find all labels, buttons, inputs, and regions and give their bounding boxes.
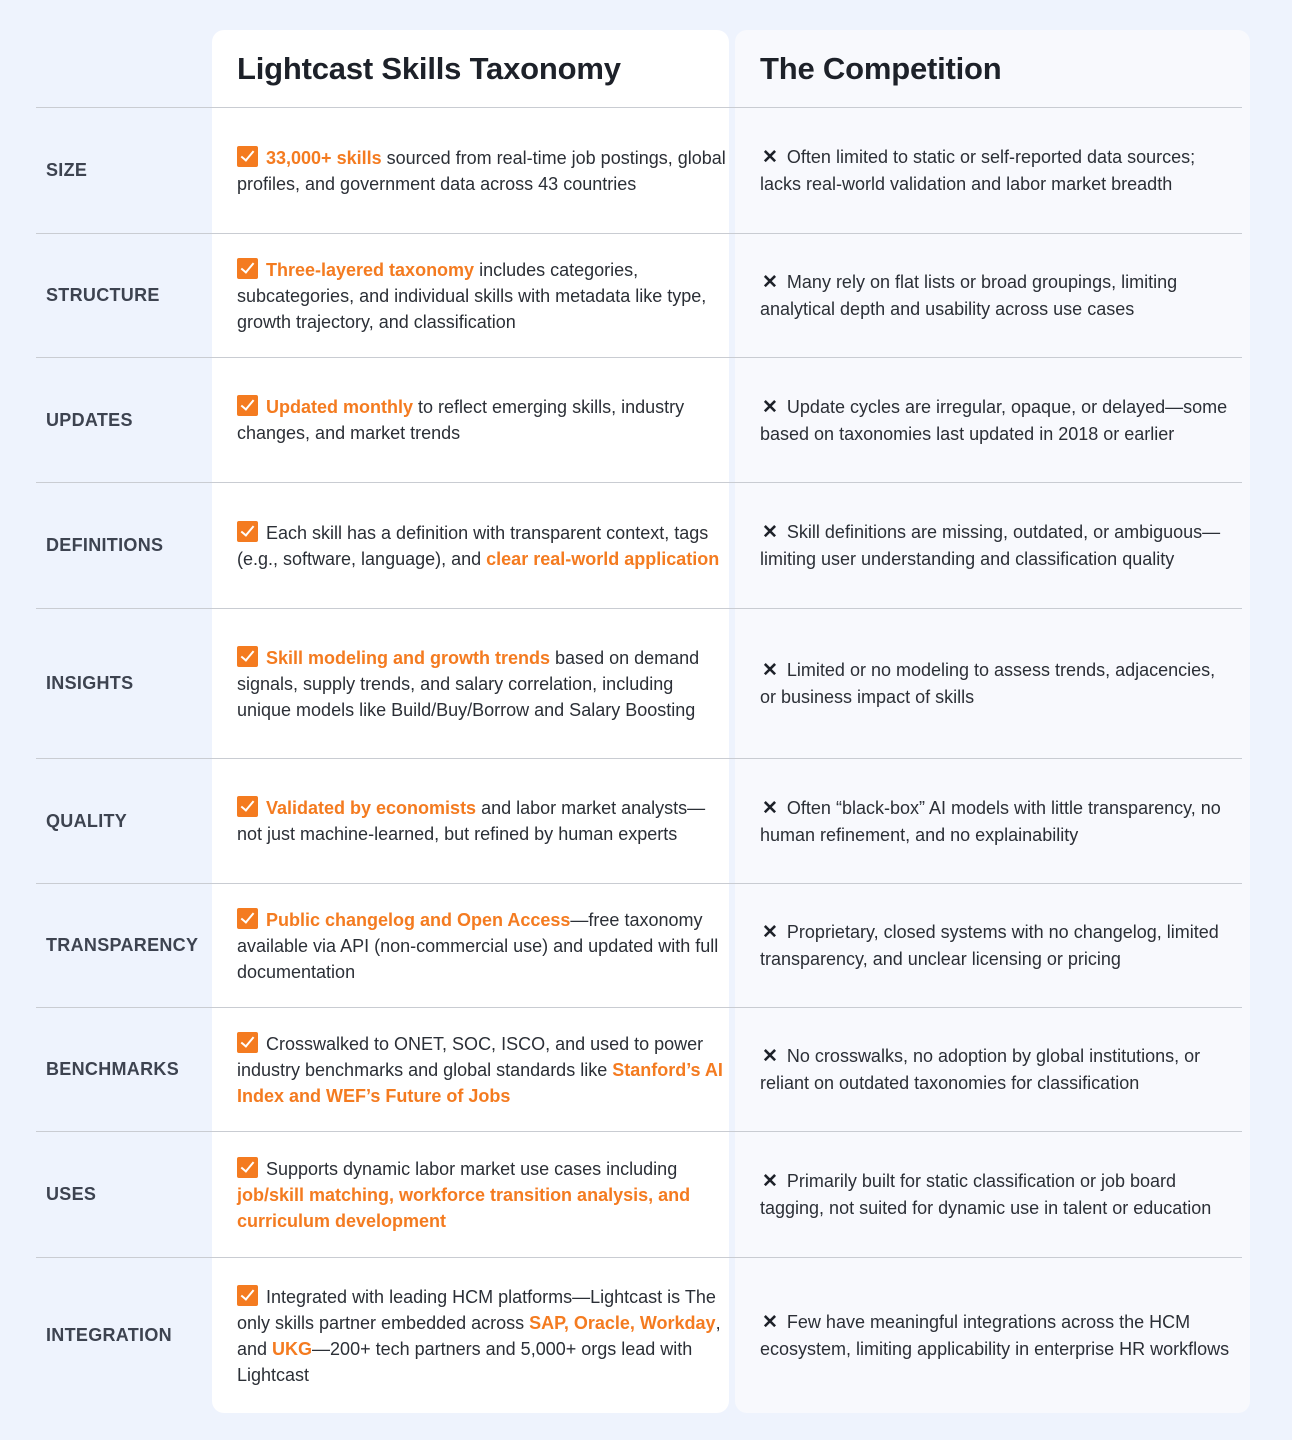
row-label: UPDATES xyxy=(46,409,133,430)
body-text: Each skill has a definition with transparent context, tags (e.g., software, language), and xyxy=(237,522,709,569)
table-row xyxy=(36,234,1242,358)
cross-icon: ✕ xyxy=(762,797,778,819)
table-row xyxy=(36,108,1242,234)
checkbox-icon xyxy=(237,908,258,929)
competition-column-title: The Competition xyxy=(760,50,1002,86)
body-text: , and xyxy=(237,1312,721,1359)
table-row xyxy=(36,483,1242,609)
highlight-text: Updated monthly xyxy=(266,397,413,417)
competition-cell xyxy=(735,358,1242,482)
competition-cell xyxy=(735,483,1242,608)
competition-cell-text xyxy=(760,657,1234,710)
body-text: Often limited to static or self-reported data sources; lacks real-world validation and labor market breadth xyxy=(760,147,1196,194)
table-row xyxy=(36,1258,1242,1413)
table-row xyxy=(36,358,1242,483)
highlight-text: SAP, Oracle, Workday xyxy=(529,1312,716,1333)
lightcast-cell-text xyxy=(237,520,727,572)
lightcast-cell-text xyxy=(237,795,727,847)
cross-icon: ✕ xyxy=(762,660,778,681)
table-body xyxy=(36,108,1242,1413)
body-text: includes categories, subcategories, and individual skills with metadata like type, growth trajectory, and classification xyxy=(237,259,707,332)
highlight-text: clear real-world application xyxy=(486,548,720,569)
body-text: based on demand signals, supply trends, and salary correlation, including unique models like Build/Buy/Borrow and Salary Boosting xyxy=(237,647,700,720)
body-text: Many rely on flat lists or broad groupings, limiting analytical depth and usability across use cases xyxy=(760,272,1178,319)
highlight-text: Stanford’s AI Index and WEF’s Future of Jobs xyxy=(237,1059,723,1106)
lightcast-cell xyxy=(212,1258,735,1413)
highlight-text: 33,000+ skills xyxy=(266,147,382,168)
lightcast-cell xyxy=(212,609,735,758)
cross-icon: ✕ xyxy=(762,272,778,293)
lightcast-cell-text xyxy=(237,1156,727,1234)
competition-cell xyxy=(735,1132,1242,1257)
table-row xyxy=(36,609,1242,759)
cross-icon: ✕ xyxy=(762,922,778,943)
checkbox-icon xyxy=(237,1285,258,1306)
lightcast-cell xyxy=(212,1008,735,1131)
checkbox-icon xyxy=(237,521,258,542)
highlight-text: Three-layered taxonomy xyxy=(266,259,475,280)
lightcast-cell-text xyxy=(237,1031,727,1109)
row-label: INTEGRATION xyxy=(46,1325,172,1345)
row-label: TRANSPARENCY xyxy=(46,935,199,955)
competition-cell-text xyxy=(760,795,1234,848)
body-text: Skill definitions are missing, outdated, or ambiguous—limiting user understanding and classification quality xyxy=(760,522,1221,569)
highlight-text: UKG xyxy=(272,1338,313,1359)
lightcast-cell-text xyxy=(237,1284,727,1388)
cross-icon: ✕ xyxy=(762,147,778,168)
row-label: STRUCTURE xyxy=(46,285,160,305)
lightcast-cell xyxy=(212,759,735,883)
competition-cell-text xyxy=(760,1309,1234,1362)
competition-cell xyxy=(735,1008,1242,1131)
competition-cell xyxy=(735,1258,1242,1413)
competition-cell xyxy=(735,234,1242,357)
body-text: to reflect emerging skills, industry changes, and market trends xyxy=(237,397,685,443)
cross-icon: ✕ xyxy=(762,1171,778,1192)
row-label: SIZE xyxy=(46,160,88,180)
body-text: Few have meaningful integrations across the HCM ecosystem, limiting applicability in enterprise HR workflows xyxy=(760,1312,1230,1359)
cross-icon: ✕ xyxy=(762,1312,778,1333)
lightcast-cell-text xyxy=(237,257,727,335)
body-text: —200+ tech partners and 5,000+ orgs lead with Lightcast xyxy=(237,1338,693,1385)
competition-cell-text xyxy=(760,1168,1234,1221)
row-label: BENCHMARKS xyxy=(46,1059,179,1079)
lightcast-cell-text xyxy=(237,394,727,446)
body-text: Limited or no modeling to assess trends, adjacencies, or business impact of skills xyxy=(760,660,1216,707)
body-text: sourced from real-time job postings, global profiles, and government data across 43 countries xyxy=(237,147,726,194)
lightcast-cell-text xyxy=(237,907,727,985)
lightcast-cell xyxy=(212,483,735,608)
highlight-text: job/skill matching, workforce transition analysis, and curriculum development xyxy=(237,1184,691,1231)
body-text: Proprietary, closed systems with no changelog, limited transparency, and unclear licensing or pricing xyxy=(760,922,1219,969)
competition-cell xyxy=(735,609,1242,758)
highlight-text: Validated by economists xyxy=(266,798,477,818)
lightcast-cell xyxy=(212,108,735,233)
checkbox-icon xyxy=(237,146,258,167)
competition-cell xyxy=(735,759,1242,883)
header-label-spacer xyxy=(36,30,212,107)
cross-icon: ✕ xyxy=(762,522,778,543)
comparison-table xyxy=(36,30,1242,1413)
lightcast-column-title: Lightcast Skills Taxonomy xyxy=(237,50,621,86)
lightcast-cell xyxy=(212,884,735,1007)
row-label: USES xyxy=(46,1184,97,1204)
table-row xyxy=(36,1008,1242,1132)
body-text: Update cycles are irregular, opaque, or delayed—some based on taxonomies last updated in 2018 or earlier xyxy=(760,396,1228,444)
body-text: Supports dynamic labor market use cases including xyxy=(266,1158,678,1179)
lightcast-cell-text xyxy=(237,145,727,197)
row-label: QUALITY xyxy=(46,810,128,831)
body-text: Often “black-box” AI models with little transparency, no human refinement, and no explainability xyxy=(760,797,1221,845)
body-text: Integrated with leading HCM platforms—Lightcast is The only skills partner embedded across xyxy=(237,1286,716,1333)
competition-cell xyxy=(735,108,1242,233)
competition-cell-text xyxy=(760,1043,1234,1096)
lightcast-cell xyxy=(212,358,735,482)
competition-cell xyxy=(735,884,1242,1007)
checkbox-icon xyxy=(237,1157,258,1178)
competition-cell-text xyxy=(760,519,1234,572)
lightcast-cell xyxy=(212,234,735,357)
body-text: No crosswalks, no adoption by global institutions, or reliant on outdated taxonomies for classification xyxy=(760,1046,1201,1093)
lightcast-cell xyxy=(212,1132,735,1257)
cross-icon: ✕ xyxy=(762,396,778,418)
body-text: Primarily built for static classification or job board tagging, not suited for dynamic use in talent or education xyxy=(760,1171,1212,1218)
checkbox-icon xyxy=(237,646,258,667)
table-row xyxy=(36,1132,1242,1258)
checkbox-icon xyxy=(237,258,258,279)
competition-cell-text xyxy=(760,269,1234,322)
competition-cell-text xyxy=(760,394,1234,447)
body-text: Crosswalked to ONET, SOC, ISCO, and used to power industry benchmarks and global standards like xyxy=(237,1033,704,1080)
checkbox-icon xyxy=(237,1032,258,1053)
competition-cell-text xyxy=(760,919,1234,972)
row-label: DEFINITIONS xyxy=(46,535,164,555)
cross-icon: ✕ xyxy=(762,1046,778,1067)
table-row xyxy=(36,884,1242,1008)
lightcast-cell-text xyxy=(237,645,727,723)
checkbox-icon xyxy=(237,796,258,817)
highlight-text: Public changelog and Open Access xyxy=(266,909,571,930)
row-label: INSIGHTS xyxy=(46,673,134,693)
checkbox-icon xyxy=(237,395,258,416)
table-row xyxy=(36,759,1242,884)
competition-cell-text xyxy=(760,144,1234,197)
body-text: —free taxonomy available via API (non-commercial use) and updated with full documentation xyxy=(237,909,719,982)
body-text: and labor market analysts—not just machine-learned, but refined by human experts xyxy=(237,798,706,844)
table-header xyxy=(36,30,1242,108)
highlight-text: Skill modeling and growth trends xyxy=(266,647,551,668)
